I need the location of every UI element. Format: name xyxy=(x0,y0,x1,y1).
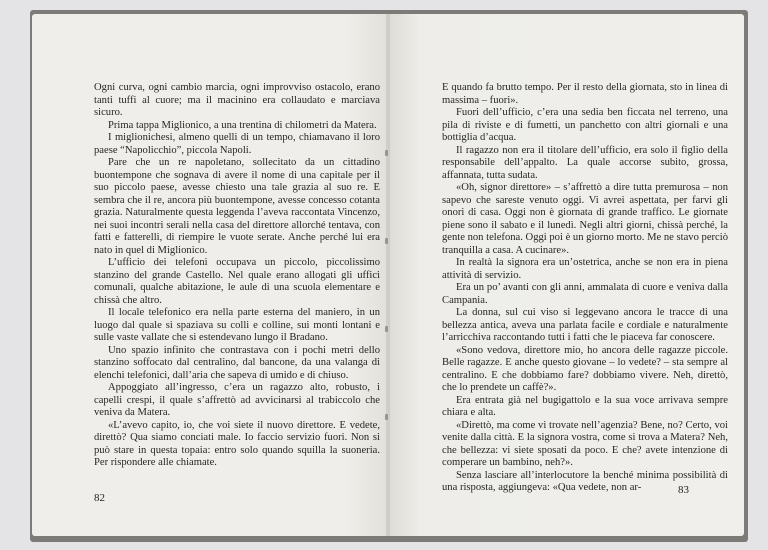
paragraph: Era un po’ avanti con gli anni, ammalata di cuore e veniva dalla Campania. xyxy=(442,282,728,306)
paragraph: Era entrata già nel bugigattolo e la sua voce arrivava sempre chiara e alta. xyxy=(442,394,728,418)
paragraph: «L’avevo capito, io, che voi siete il nuovo direttore. E vedete, direttò? Qua siamo conciati male. Io faccio servizio fuori. Non si può stare in questa topaia: entro solo quando squilla la suoneria. Per rispondere alle chiamate. xyxy=(94,419,380,468)
paragraph: Pare che un re napoletano, sollecitato da un cittadino buontempone che sognava di avere il nome di una capitale per il suo piccolo paese, avesse chiesto una tale grazia al suo re. E sembra che il re, ancora più buontempone, avesse concesso cotanta grazia. Naturalmente questa leggenda l’aveva raccontata Vincenzo, nei suoi incontri serali nella casa del direttore allorché tentava, con fatti e fatterelli, di riempire le vuote serate. Anche perché lui era nato in quel di Miglionico. xyxy=(94,157,380,256)
binding-stitch xyxy=(385,150,388,156)
paragraph: La donna, sul cui viso si leggevano ancora le tracce di una bellezza antica, aveva una parlata facile e cordiale e naturalmente l’arricchiva raccontando tutti i fatti che le piaceva far conoscere. xyxy=(442,307,728,343)
paragraph: «Oh, signor direttore» – s’affrettò a dire tutta premurosa – non sapevo che sareste venuto oggi. Vi avrei aspettata, per farvi gli onori di casa. Oggi non è giornata di grande traffico. Le giornate piene sono il sabato e il lunedì. Negli altri giorni, chissà perché, la gente non telefona. Oggi poi è un giorno morto. Me ne stavo perciò tranquilla a casa. A cucinare». xyxy=(442,182,728,256)
binding-stitch xyxy=(385,326,388,332)
paragraph: Appoggiato all’ingresso, c’era un ragazzo alto, robusto, i capelli crespi, il quale s’affrettò ad avvicinarsi al trabiccolo che veniva da Matera. xyxy=(94,382,380,418)
left-page xyxy=(32,14,388,536)
paragraph: «Sono vedova, direttore mio, ho ancora delle ragazze piccole. Belle ragazze. E anche questo giovane – lo vedete? – sta sempre al centralino. E che dobbiamo fare? dobbiamo vivere. Neh, direttò, che lo prendete un caffè?». xyxy=(442,344,728,393)
right-page-text xyxy=(442,82,728,495)
paragraph: Fuori dell’ufficio, c’era una sedia ben ficcata nel terreno, una pila di riviste e di fumetti, un panchetto con altri giornali e una bottiglia d’acqua. xyxy=(442,107,728,143)
page-number-right: 83 xyxy=(678,484,689,496)
paragraph: Senza lasciare all’interlocutore la benché minima possibilità di una risposta, aggiungeva: «Qua vedete, non ar- xyxy=(442,469,728,493)
paragraph: L’ufficio dei telefoni occupava un piccolo, piccolissimo stanzino del grande Castello. Nel quale erano allogati gli uffici comunali, qualche abitazione, le aule di una scuola elementare e chissà che altro. xyxy=(94,257,380,306)
binding-stitch xyxy=(385,414,388,420)
book-gutter xyxy=(386,14,390,536)
page-number-left: 82 xyxy=(94,492,105,504)
paragraph: «Direttò, ma come vi trovate nell’agenzia? Bene, no? Certo, voi venite dalla città. E la signora vostra, come si trova a Matera? Neh, che bellezza: vi siete sposati da poco. E che? avete intenzione di comperare un bambino, neh?». xyxy=(442,419,728,468)
paragraph: Il ragazzo non era il titolare dell’ufficio, era solo il figlio della responsabile dell’appalto. La quale accorse subito, grossa, affannata, tutta sudata. xyxy=(442,144,728,181)
left-page-text xyxy=(94,82,380,470)
right-page xyxy=(388,14,744,536)
paragraph: Il locale telefonico era nella parte esterna del maniero, in un luogo dal quale si spaziava su colli e colline, sui monti lontani e sulle vaste vallate che si estendevano lungo il Bradano. xyxy=(94,307,380,343)
paragraph: Uno spazio infinito che contrastava con i pochi metri dello stanzino soffocato dal centralino, dal bancone, da una valanga di elenchi telefonici, dall’aria che sapeva di umido e di chiuso. xyxy=(94,344,380,381)
paragraph: E quando fa brutto tempo. Per il resto della giornata, sto in linea di massima – fuori». xyxy=(442,82,728,106)
paragraph: Prima tappa Miglionico, a una trentina di chilometri da Matera. xyxy=(108,119,377,131)
paragraph: In realtà la signora era un’ostetrica, anche se non era in piena attività di servizio. xyxy=(442,257,728,281)
paragraph: Ogni curva, ogni cambio marcia, ogni improvviso ostacolo, erano tanti tuffi al cuore; ma il macinino era collaudato e marciava sicuro. xyxy=(94,82,380,118)
binding-stitch xyxy=(385,238,388,244)
paragraph: I miglionichesi, almeno quelli di un tempo, chiamavano il loro paese “Napolicchio”, piccola Napoli. xyxy=(94,132,380,156)
